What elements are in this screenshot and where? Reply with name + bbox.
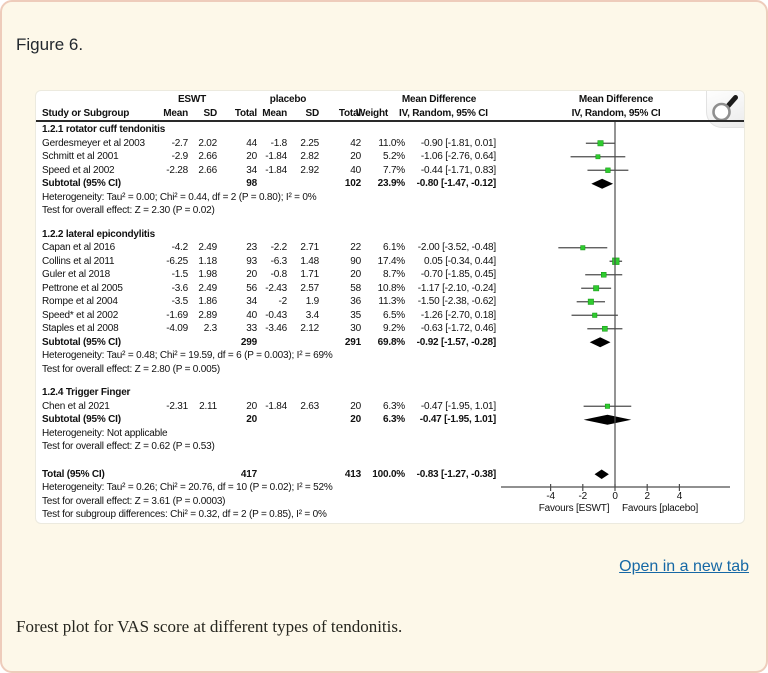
subtotal-total1: 299	[240, 336, 257, 348]
total2: 90	[350, 255, 361, 267]
col-sd1: SD	[203, 107, 217, 119]
mean2: -1.84	[265, 400, 287, 412]
subtotal-total1: 20	[246, 414, 257, 425]
ci-text: -1.06 [-2.76, 0.64]	[420, 151, 496, 162]
mean2: -3.46	[265, 323, 287, 334]
col-ci-graph: IV, Random, 95% CI	[571, 107, 661, 119]
overall-test-line: Test for overall effect: Z = 2.80 (P = 0.005)	[42, 363, 220, 375]
mean1: -4.2	[171, 242, 188, 253]
total2: 58	[350, 282, 361, 294]
total1: 33	[246, 323, 257, 334]
weight: 5.2%	[383, 151, 405, 162]
weight: 17.4%	[377, 255, 405, 267]
sd2: 1.48	[300, 255, 319, 267]
sd2: 1.71	[300, 269, 319, 280]
subtotal-total2: 291	[344, 336, 361, 348]
sd1: 2.49	[198, 242, 217, 253]
effect-square	[598, 141, 603, 146]
mean2: -2.2	[270, 242, 287, 253]
sd2: 2.92	[300, 164, 319, 176]
mean2: -1.8	[270, 137, 287, 149]
tick-label: -4	[546, 491, 555, 502]
total-weight: 100.0%	[372, 468, 405, 480]
mean1: -1.5	[171, 269, 188, 280]
study-name: Guler et al 2018	[42, 269, 110, 280]
figure-caption: Forest plot for VAS score at different types of tendonitis.	[16, 617, 403, 636]
link-row	[619, 558, 749, 576]
sd2: 2.63	[300, 400, 319, 412]
subtotal-label: Subtotal (95% CI)	[42, 336, 121, 348]
favours-right-label: Favours [placebo]	[621, 503, 699, 514]
subgroup-test-line: Test for subgroup differences: Chi² = 0.32, df = 2 (P = 0.85), I² = 0%	[42, 509, 327, 520]
ci-text: -0.63 [-1.72, 0.46]	[420, 323, 496, 334]
figure-title: Figure 6.	[16, 35, 84, 54]
mean1: -2.31	[166, 400, 188, 412]
total2: 36	[350, 296, 361, 307]
total2: 30	[350, 323, 361, 334]
group2-header: placebo	[269, 94, 307, 105]
mean2: -2	[278, 296, 287, 307]
mean1: -1.69	[166, 309, 188, 321]
weight: 10.8%	[377, 282, 405, 294]
weight: 11.3%	[378, 296, 405, 307]
col-ci: IV, Random, 95% CI	[399, 107, 488, 119]
total-ci: -0.83 [-1.27, -0.38]	[416, 468, 496, 480]
magnifier-zoom-button[interactable]	[706, 91, 744, 128]
sd2: 2.12	[300, 323, 319, 334]
total-overall-test-line: Test for overall effect: Z = 3.61 (P = 0.0003)	[42, 495, 226, 507]
effect-square	[612, 258, 619, 265]
total2: 22	[350, 242, 361, 253]
subtotal-ci: -0.80 [-1.47, -0.12]	[416, 178, 496, 189]
effect-header: Mean Difference	[401, 94, 477, 105]
sd2: 2.71	[300, 242, 319, 253]
weight: 6.3%	[383, 400, 405, 412]
sd1: 2.3	[203, 323, 217, 334]
subtotal-weight: 23.9%	[377, 178, 405, 189]
sd1: 2.66	[198, 164, 217, 176]
effect-square	[602, 326, 607, 331]
section-header: 1.2.1 rotator cuff tendonitis	[42, 124, 166, 135]
col-sd2: SD	[305, 107, 319, 119]
ci-text: -0.90 [-1.81, 0.01]	[420, 137, 496, 149]
tick-label: -2	[578, 491, 588, 502]
ci-text: 0.05 [-0.34, 0.44]	[423, 255, 496, 267]
study-name: Speed* et al 2002	[42, 309, 119, 321]
effect-square	[581, 246, 585, 250]
total1: 20	[246, 151, 257, 162]
pooled-diamond	[590, 337, 611, 347]
mean1: -2.9	[171, 151, 188, 162]
pooled-diamond	[584, 415, 632, 425]
sd2: 3.4	[305, 309, 319, 321]
sd1: 2.89	[198, 309, 217, 321]
subtotal-total2: 102	[344, 178, 361, 189]
study-name: Rompe et al 2004	[42, 296, 118, 307]
total-label: Total (95% CI)	[42, 468, 105, 480]
mean2: -1.84	[265, 164, 287, 176]
weight: 6.5%	[383, 309, 405, 321]
total1: 93	[246, 255, 257, 267]
subtotal-label: Subtotal (95% CI)	[42, 414, 121, 425]
open-new-tab-link[interactable]: Open in a new tab	[619, 558, 749, 575]
total1: 44	[246, 137, 257, 149]
subtotal-ci: -0.47 [-1.95, 1.01]	[419, 414, 496, 425]
sd2: 2.82	[300, 151, 319, 162]
weight: 9.2%	[383, 323, 405, 334]
heterogeneity-line: Heterogeneity: Tau² = 0.48; Chi² = 19.59, df = 6 (P = 0.003); I² = 69%	[42, 350, 333, 361]
mean1: -4.09	[166, 323, 188, 334]
overall-test-line: Test for overall effect: Z = 0.62 (P = 0.53)	[42, 441, 215, 452]
col-total1: Total	[234, 107, 257, 119]
effect-header-graph: Mean Difference	[578, 94, 654, 105]
subtotal-weight: 69.8%	[377, 336, 405, 348]
study-name: Schmitt et al 2001	[42, 151, 119, 162]
section-header: 1.2.2 lateral epicondylitis	[42, 228, 155, 240]
total1: 20	[246, 269, 257, 280]
sd2: 2.57	[300, 282, 319, 294]
study-name: Chen et al 2021	[42, 400, 110, 412]
effect-square	[601, 272, 606, 277]
total2: 20	[350, 151, 361, 162]
total1: 23	[246, 242, 257, 253]
weight: 6.1%	[383, 242, 405, 253]
mean1: -6.25	[166, 255, 188, 267]
sd1: 2.11	[199, 400, 217, 412]
tick-label: 0	[612, 491, 618, 502]
mean2: -6.3	[270, 255, 287, 267]
mean1: -2.28	[166, 164, 188, 176]
ci-text: -1.50 [-2.38, -0.62]	[417, 296, 496, 307]
total2: 40	[350, 164, 361, 176]
effect-square	[592, 313, 597, 318]
total2: 35	[350, 309, 361, 321]
col-weight: Weight	[356, 107, 388, 119]
subtotal-total1: 98	[246, 178, 257, 189]
effect-square	[605, 404, 609, 408]
study-name: Gerdesmeyer et al 2003	[42, 137, 145, 149]
section-header: 1.2.4 Trigger Finger	[42, 387, 131, 398]
study-name: Capan et al 2016	[42, 242, 115, 253]
mean1: -3.5	[171, 296, 188, 307]
total1: 40	[246, 309, 257, 321]
total1: 56	[246, 282, 257, 294]
total2: 20	[350, 400, 361, 412]
effect-square	[596, 155, 600, 159]
ci-text: -0.44 [-1.71, 0.83]	[420, 164, 496, 176]
tick-label: 4	[676, 491, 683, 502]
tick-label: 2	[644, 491, 650, 502]
weight: 11.0%	[378, 137, 405, 149]
subtotal-weight: 6.3%	[383, 414, 405, 425]
total2: 42	[350, 137, 361, 149]
total-total1: 417	[240, 468, 257, 480]
weight: 8.7%	[383, 269, 405, 280]
effect-square	[588, 299, 593, 304]
pooled-diamond	[595, 470, 609, 480]
ci-text: -0.47 [-1.95, 1.01]	[420, 400, 496, 412]
col-mean1: Mean	[163, 107, 188, 119]
heterogeneity-line: Heterogeneity: Tau² = 0.00; Chi² = 0.44, df = 2 (P = 0.80); I² = 0%	[42, 191, 317, 203]
col-study: Study or Subgroup	[42, 107, 130, 119]
sd1: 1.18	[198, 255, 217, 267]
favours-left-label: Favours [ESWT]	[538, 503, 610, 514]
total1: 34	[246, 164, 257, 176]
mean2: -0.8	[270, 269, 287, 280]
subtotal-label: Subtotal (95% CI)	[42, 178, 121, 189]
effect-square	[606, 168, 611, 173]
ci-text: -1.17 [-2.10, -0.24]	[417, 282, 496, 294]
pooled-diamond	[591, 179, 613, 189]
mean2: -2.43	[265, 282, 287, 294]
sd2: 2.25	[300, 137, 319, 149]
total2: 20	[350, 269, 361, 280]
mean1: -2.7	[171, 137, 188, 149]
group1-header: ESWT	[177, 94, 207, 105]
ci-text: -0.70 [-1.85, 0.45]	[420, 269, 496, 280]
ci-text: -2.00 [-3.52, -0.48]	[417, 242, 496, 253]
sd2: 1.9	[305, 296, 319, 307]
study-name: Speed et al 2002	[42, 164, 115, 176]
overall-test-line: Test for overall effect: Z = 2.30 (P = 0.02)	[42, 205, 215, 216]
sd1: 1.98	[198, 269, 217, 280]
magnifying-glass-icon	[707, 91, 744, 127]
mean1: -3.6	[171, 282, 188, 294]
study-name: Pettrone et al 2005	[42, 282, 123, 294]
study-name: Collins et al 2011	[42, 255, 115, 267]
ci-text: -1.26 [-2.70, 0.18]	[420, 309, 496, 321]
col-total2: Total	[338, 107, 361, 119]
weight: 7.7%	[383, 164, 405, 176]
total1: 20	[246, 400, 257, 412]
heterogeneity-line: Heterogeneity: Not applicable	[42, 427, 168, 439]
sd1: 2.49	[198, 282, 217, 294]
forest-plot-card	[35, 90, 745, 524]
mean2: -0.43	[265, 309, 287, 321]
mean2: -1.84	[265, 151, 287, 162]
sd1: 2.66	[198, 151, 217, 162]
study-name: Staples et al 2008	[42, 323, 119, 334]
effect-square	[593, 286, 598, 291]
header-underline	[36, 120, 744, 122]
sd1: 1.86	[198, 296, 217, 307]
total1: 34	[246, 296, 257, 307]
sd1: 2.02	[198, 137, 217, 149]
total-heterogeneity-line: Heterogeneity: Tau² = 0.26; Chi² = 20.76, df = 10 (P = 0.02); I² = 52%	[42, 482, 333, 493]
subtotal-total2: 20	[350, 414, 361, 425]
total-total2: 413	[344, 468, 361, 480]
subtotal-ci: -0.92 [-1.57, -0.28]	[416, 336, 496, 348]
col-mean2: Mean	[262, 107, 287, 119]
